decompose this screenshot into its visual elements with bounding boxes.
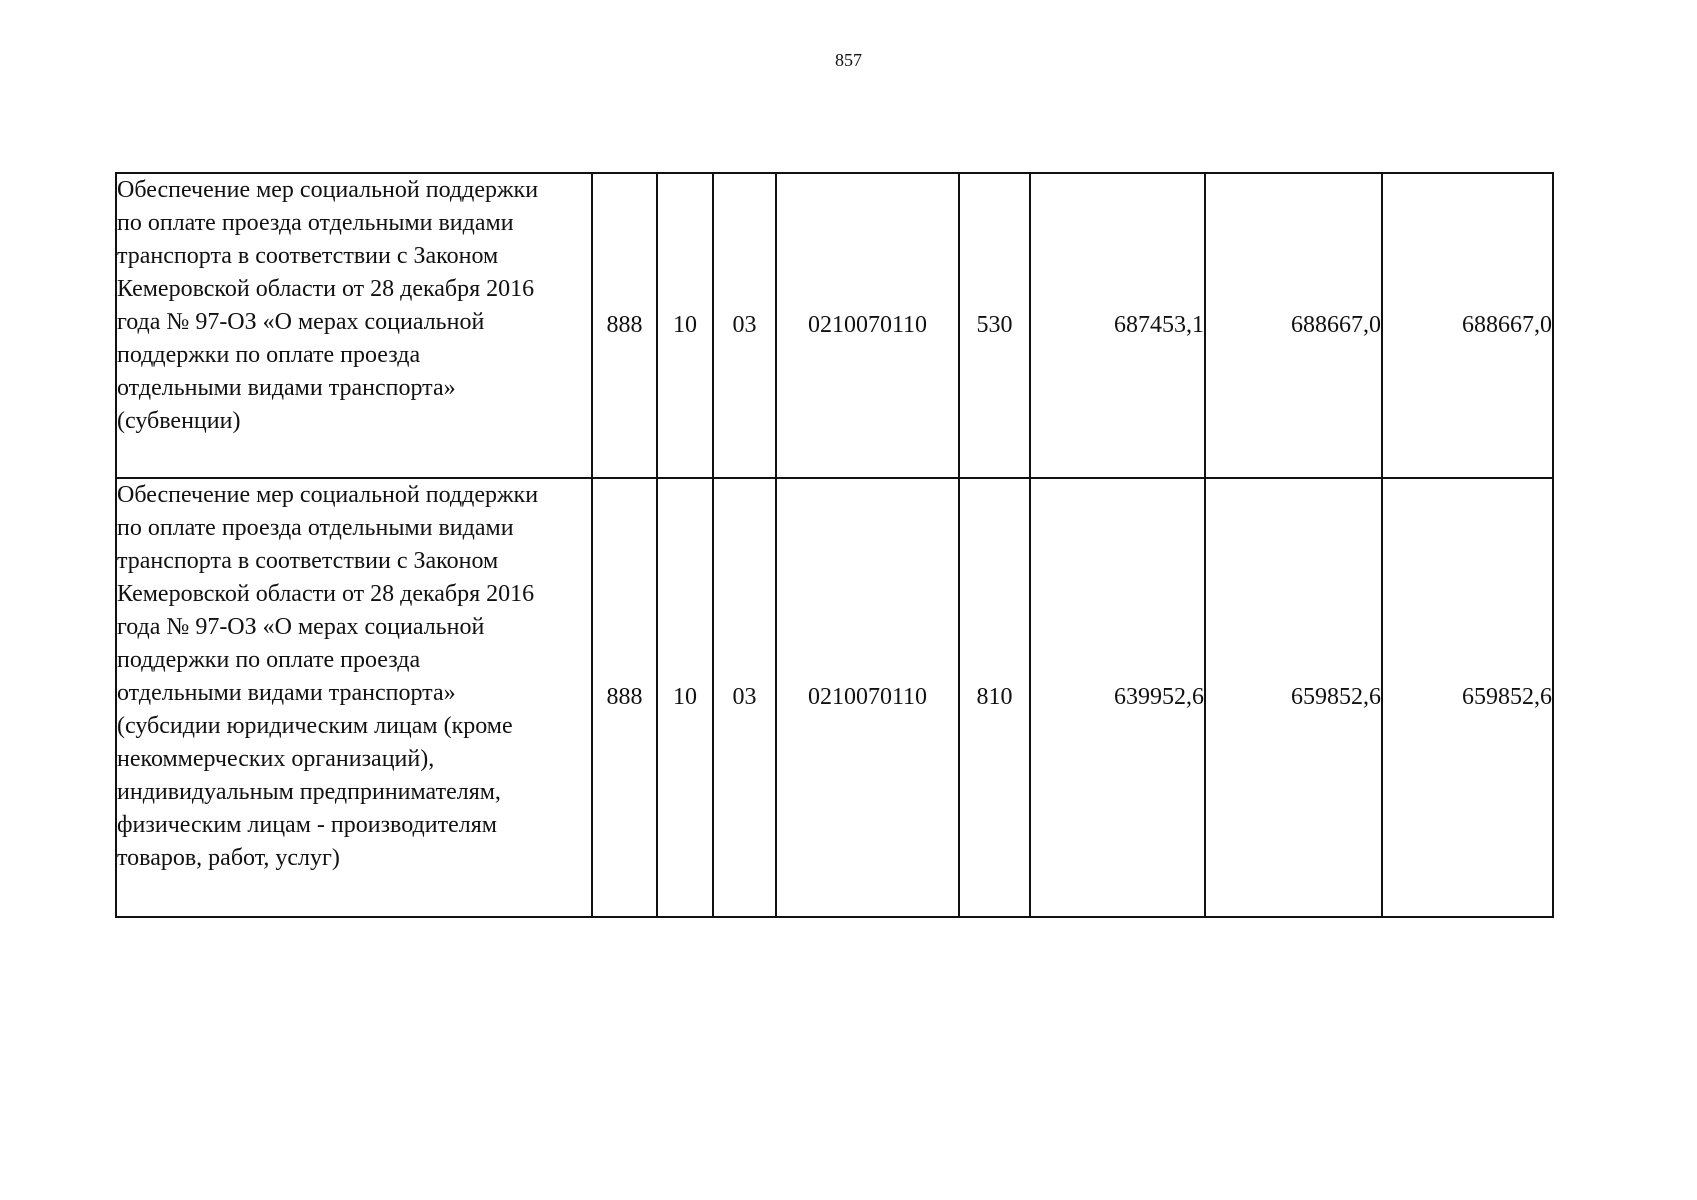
description-line: года № 97-ОЗ «О мерах социальной bbox=[117, 309, 485, 335]
row-description bbox=[116, 478, 592, 917]
section-code: 10 bbox=[657, 478, 713, 917]
section-code: 10 bbox=[657, 173, 713, 478]
description-line: отдельными видами транспорта» bbox=[117, 680, 456, 706]
subsection-code: 03 bbox=[713, 173, 776, 478]
description-line: (субсидии юридическим лицам (кроме bbox=[117, 713, 513, 739]
description-line: Кемеровской области от 28 декабря 2016 bbox=[117, 581, 535, 607]
ministry-code: 888 bbox=[592, 173, 657, 478]
budget-table bbox=[115, 172, 1554, 918]
description-line: (субвенции) bbox=[117, 408, 241, 434]
table-row bbox=[116, 478, 1553, 917]
expense-type-code: 530 bbox=[959, 173, 1030, 478]
description-line: транспорта в соответствии с Законом bbox=[117, 548, 499, 574]
amount-3: 659852,6 bbox=[1382, 478, 1553, 917]
amount-3: 688667,0 bbox=[1382, 173, 1553, 478]
description-line: года № 97-ОЗ «О мерах социальной bbox=[117, 614, 485, 640]
description-line: Обеспечение мер социальной поддержки bbox=[117, 177, 539, 203]
description-line: товаров, работ, услуг) bbox=[117, 845, 340, 871]
amount-1: 639952,6 bbox=[1030, 478, 1205, 917]
description-line: Кемеровской области от 28 декабря 2016 bbox=[117, 276, 535, 302]
target-article-code: 0210070110 bbox=[776, 478, 959, 917]
amount-2: 688667,0 bbox=[1205, 173, 1382, 478]
amount-2: 659852,6 bbox=[1205, 478, 1382, 917]
description-line: отдельными видами транспорта» bbox=[117, 375, 456, 401]
ministry-code: 888 bbox=[592, 478, 657, 917]
page-number: 857 bbox=[835, 50, 862, 70]
table-row bbox=[116, 173, 1553, 478]
description-line: поддержки по оплате проезда bbox=[117, 647, 421, 673]
description-line: индивидуальным предпринимателям, bbox=[117, 779, 501, 805]
amount-1: 687453,1 bbox=[1030, 173, 1205, 478]
description-line: некоммерческих организаций), bbox=[117, 746, 435, 772]
description-line: поддержки по оплате проезда bbox=[117, 342, 421, 368]
row-description bbox=[116, 173, 592, 478]
subsection-code: 03 bbox=[713, 478, 776, 917]
expense-type-code: 810 bbox=[959, 478, 1030, 917]
target-article-code: 0210070110 bbox=[776, 173, 959, 478]
description-line: Обеспечение мер социальной поддержки bbox=[117, 482, 539, 508]
description-line: транспорта в соответствии с Законом bbox=[117, 243, 499, 269]
description-line: по оплате проезда отдельными видами bbox=[117, 515, 514, 541]
description-line: по оплате проезда отдельными видами bbox=[117, 210, 514, 236]
description-line: физическим лицам - производителям bbox=[117, 812, 497, 838]
